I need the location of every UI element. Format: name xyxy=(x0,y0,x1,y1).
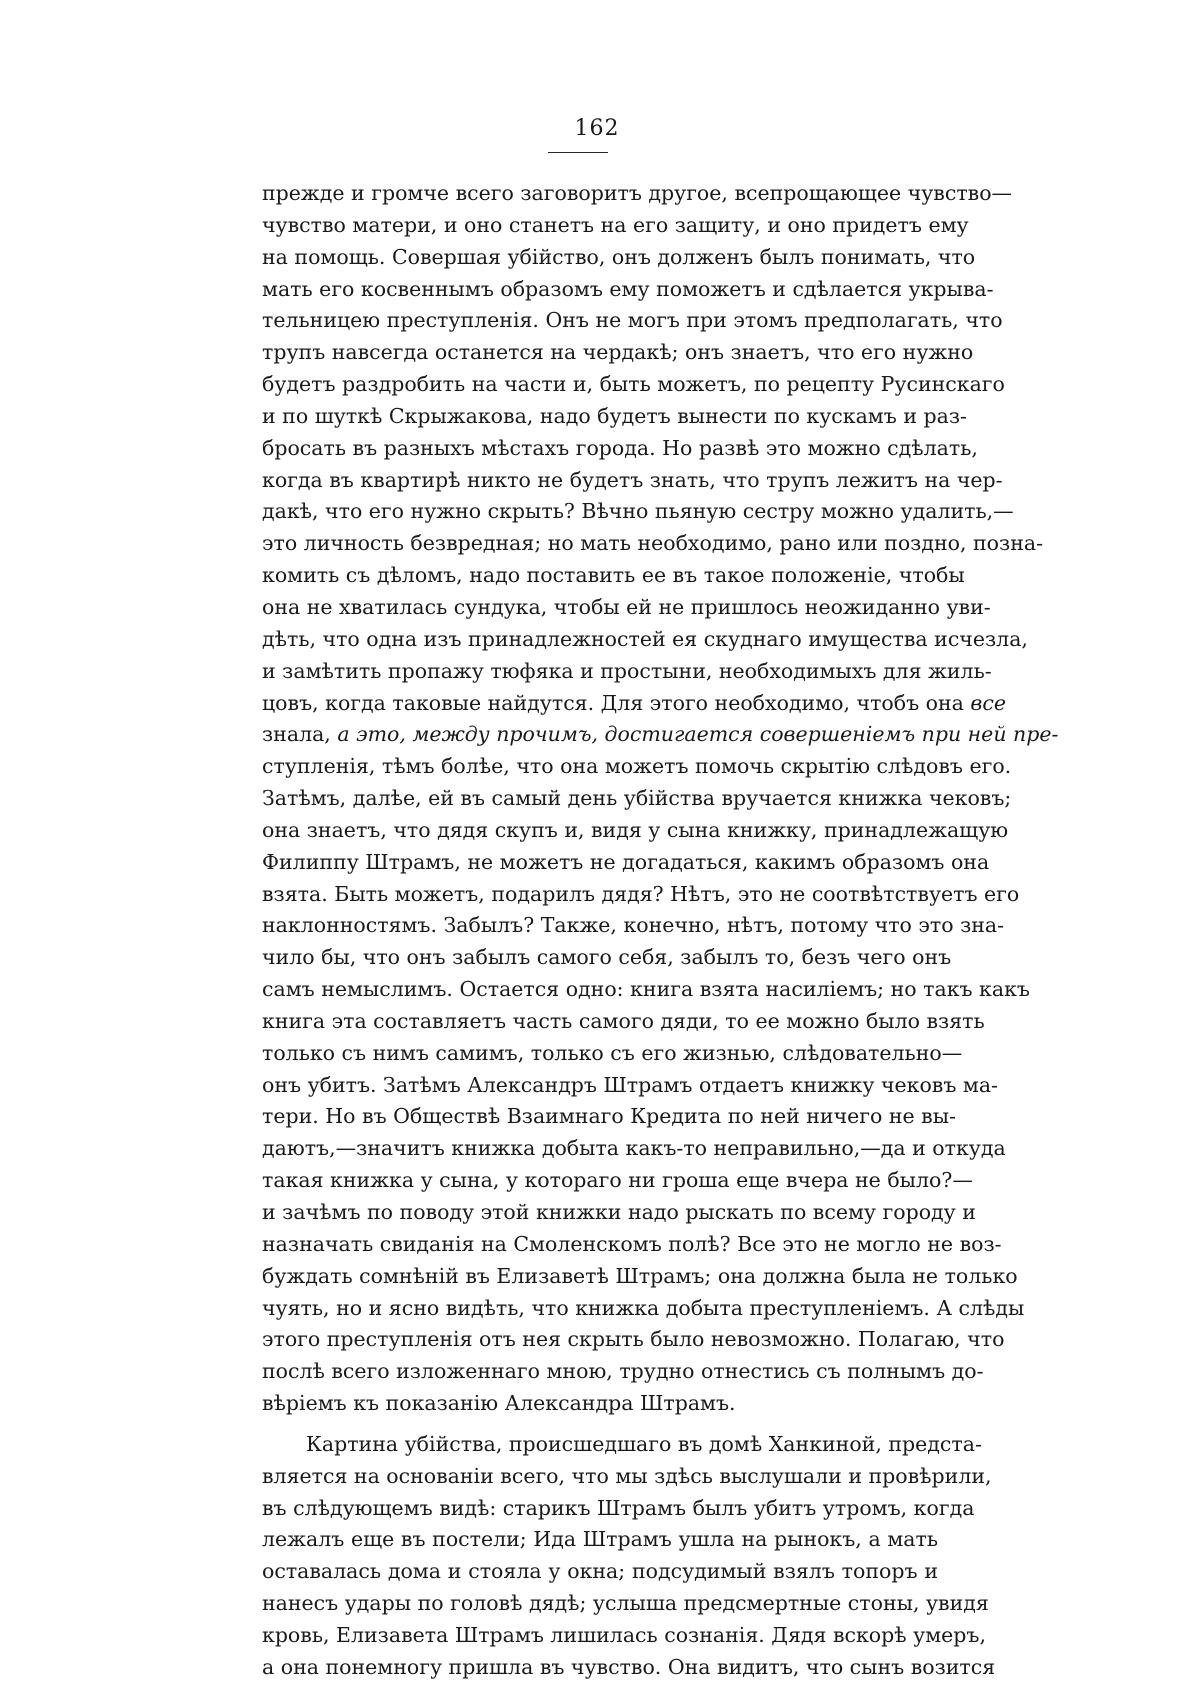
text-line: трупъ навсегда останется на чердакѣ; онъ знаетъ, что его нужно xyxy=(262,340,974,365)
text-line: дѣть, что одна изъ принадлежностей ея скуднаго имущества исчезла, xyxy=(262,626,1028,651)
text-line: въ слѣдующемъ видѣ: старикъ Штрамъ былъ убитъ утромъ, когда xyxy=(262,1495,975,1520)
text-line: книга эта составляетъ часть самого дяди, то ее можно было взять xyxy=(262,1008,985,1033)
italic-text: все xyxy=(970,690,1006,715)
text-line: тельницею преступленія. Онъ не могъ при этомъ предполагать, что xyxy=(262,308,1003,333)
text-line: на помощь. Совершая убійство, онъ долженъ былъ понимать, что xyxy=(262,244,976,269)
text-line: чувство матери, и оно станетъ на его защиту, и оно придетъ ему xyxy=(262,212,969,237)
text-line: когда въ квартирѣ никто не будетъ знать, что трупъ лежитъ на чер- xyxy=(262,467,1003,492)
text-line: а она понемногу пришла въ чувство. Она видитъ, что сынъ возится xyxy=(262,1654,996,1679)
text-column xyxy=(262,178,1059,1684)
text-line: взята. Быть можетъ, подарилъ дядя? Нѣтъ, это не соотвѣтствуетъ его xyxy=(262,881,1020,906)
text-line: Филиппу Штрамъ, не можетъ не догадаться, какимъ образомъ она xyxy=(262,849,990,874)
text-line: комить съ дѣломъ, надо поставить ее въ такое положеніе, чтобы xyxy=(262,563,965,588)
paragraph xyxy=(262,1429,996,1684)
text-line: послѣ всего изложеннаго мною, трудно отнестись съ полнымъ до- xyxy=(262,1359,984,1384)
page-number: 162 xyxy=(574,116,620,141)
text-line: этого преступленія отъ нея скрыть было невозможно. Полагаю, что xyxy=(262,1327,1005,1352)
text-line: и по шуткѣ Скрыжакова, надо будетъ вынести по кускамъ и раз- xyxy=(262,403,967,428)
text-line: мать его косвеннымъ образомъ ему поможетъ и сдѣлается укрыва- xyxy=(262,276,994,301)
text-line: будетъ раздробить на части и, быть можетъ, по рецепту Русинскаго xyxy=(262,372,1005,397)
text-line: прежде и громче всего заговоритъ другое, всепрощающее чувство— xyxy=(262,181,1013,205)
text-line: и замѣтить пропажу тюфяка и простыни, необходимыхъ для жиль- xyxy=(262,658,992,683)
paragraph xyxy=(262,178,1059,1420)
italic-text: а это, между прочимъ, достигается совершеніемъ при ней пре- xyxy=(330,722,1059,747)
text-line: она не хватилась сундука, чтобы ей не пришлось неожиданно уви- xyxy=(262,594,991,619)
text-line: оставалась дома и стояла у окна; подсудимый взялъ топоръ и xyxy=(262,1559,938,1584)
text-line: самъ немыслимъ. Остается одно: книга взята насиліемъ; но такъ какъ xyxy=(262,977,1030,1002)
text-line: буждать сомнѣній въ Елизаветѣ Штрамъ; она должна была не только xyxy=(262,1263,1018,1288)
text-line: вѣріемъ къ показанію Александра Штрамъ. xyxy=(262,1391,736,1416)
text-line: онъ убитъ. Затѣмъ Александръ Штрамъ отдаетъ книжку чековъ ма- xyxy=(262,1072,998,1097)
text-line: кровь, Елизавета Штрамъ лишилась сознанія. Дядя вскорѣ умеръ, xyxy=(262,1622,986,1647)
text-line: дакѣ, что его нужно скрыть? Вѣчно пьяную сестру можно удалить,— xyxy=(262,499,1014,524)
text-line: вляется на основаніи всего, что мы здѣсь выслушали и провѣрили, xyxy=(262,1463,992,1488)
text-line: Затѣмъ, далѣе, ей въ самый день убійства вручается книжка чековъ; xyxy=(262,786,1012,811)
text-line: это личность безвредная; но мать необходимо, рано или поздно, позна- xyxy=(262,531,1044,556)
page-number-rule xyxy=(548,152,608,153)
text-line: лежалъ еще въ постели; Ида Штрамъ ушла на рынокъ, а мать xyxy=(262,1527,938,1552)
text-line: такая книжка у сына, у котораго ни гроша еще вчера не было?— xyxy=(262,1168,973,1193)
text-line: наклонностямъ. Забылъ? Также, конечно, нѣтъ, потому что это зна- xyxy=(262,913,1005,938)
text-line: бросать въ разныхъ мѣстахъ города. Но развѣ это можно сдѣлать, xyxy=(262,435,978,460)
text-line: она знаетъ, что дядя скупъ и, видя у сына книжку, принадлежащую xyxy=(262,817,1009,842)
text-line: знала, а это, между прочимъ, достигается совершеніемъ при ней пре- xyxy=(262,722,1059,747)
text-line: ступленія, тѣмъ болѣе, что она можетъ помочь скрытію слѣдовъ его. xyxy=(262,754,1012,779)
text-line: даютъ,—значитъ книжка добыта какъ-то неправильно,—да и откуда xyxy=(262,1136,1006,1161)
text-line: и зачѣмъ по поводу этой книжки надо рыскать по всему городу и xyxy=(262,1200,976,1224)
text-line: чуять, но и ясно видѣть, что книжка добыта преступленіемъ. А слѣды xyxy=(262,1295,1025,1320)
text-line: только съ нимъ самимъ, только съ его жизнью, слѣдовательно— xyxy=(262,1040,963,1065)
text-line: чило бы, что онъ забылъ самого себя, забылъ то, безъ чего онъ xyxy=(262,945,952,970)
text-line: Картина убійства, происшедшаго въ домѣ Ханкиной, предста- xyxy=(306,1431,982,1456)
text-line: назначать свиданія на Смоленскомъ полѣ? Все это не могло не воз- xyxy=(262,1231,1002,1256)
text-line: нанесъ удары по головѣ дядѣ; услыша предсмертные стоны, увидя xyxy=(262,1591,989,1616)
text-line: цовъ, когда таковые найдутся. Для этого необходимо, чтобъ она все xyxy=(262,690,1006,715)
text-line: тери. Но въ Обществѣ Взаимнаго Кредита по ней ничего не вы- xyxy=(262,1104,956,1129)
